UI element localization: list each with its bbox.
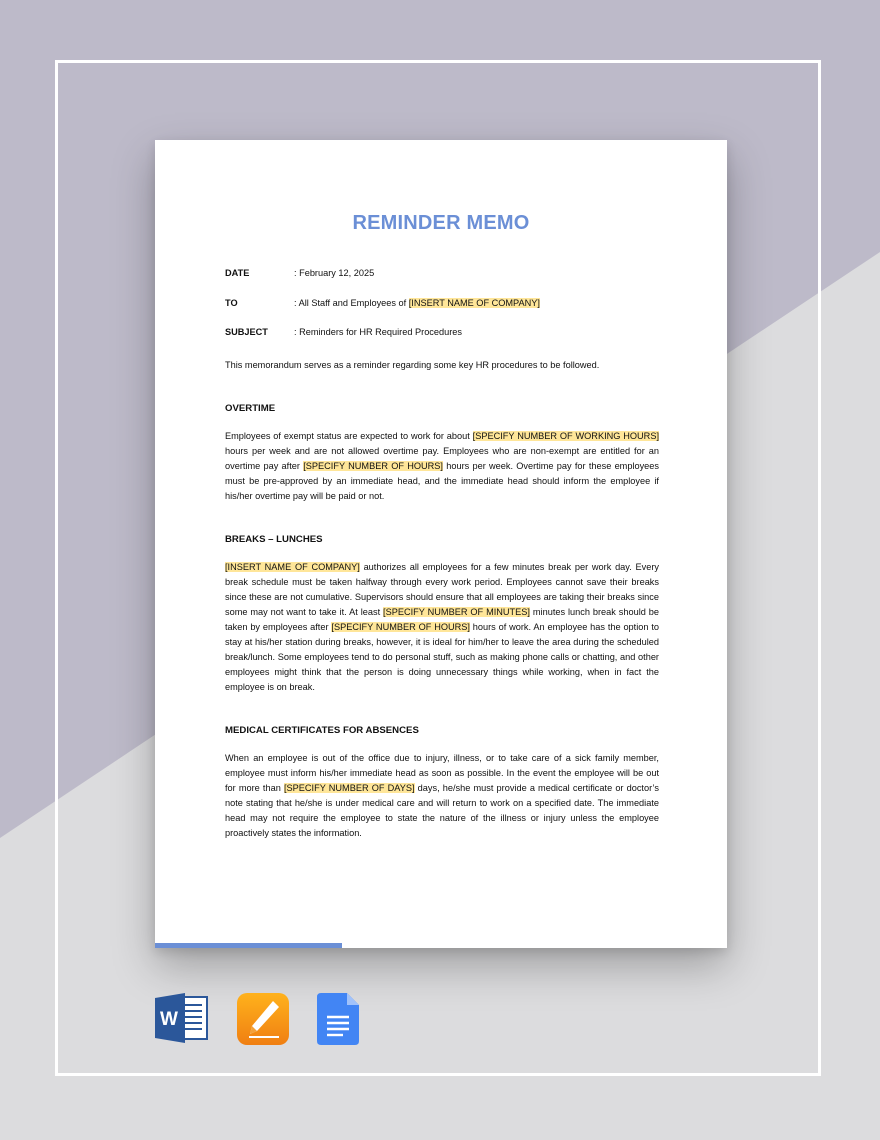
subject-row [225, 327, 659, 357]
memo-title: REMINDER MEMO [352, 212, 530, 234]
subject-label: SUBJECT [225, 327, 268, 337]
working-hours-placeholder: [SPECIFY NUMBER OF WORKING HOURS] [472, 430, 659, 441]
company-placeholder: [INSERT NAME OF COMPANY] [408, 297, 540, 308]
to-row [225, 298, 659, 328]
intro-paragraph: This memorandum serves as a reminder regarding some key HR procedures to be followed. [225, 359, 600, 370]
to-label: TO [225, 297, 238, 308]
overtime-paragraph [225, 429, 659, 504]
medical-text-2: days, he/she must provide a medical certificate or doctor’s note stating that he/she is under medical care and will return to work on a specified date. The immediate head may not require the employee to state the nature of the illness or injury unless the employee proactively states the information. [225, 782, 659, 838]
medical-text-1: When an employee is out of the office due to injury, illness, or to take care of a sick family member, employee must inform his/her immediate head as soon as possible. In the event the employee will be out for more than [225, 752, 659, 793]
microsoft-word-icon[interactable] [155, 993, 209, 1043]
page-accent-bar [155, 943, 342, 948]
company-name-placeholder: [INSERT NAME OF COMPANY] [225, 561, 360, 572]
google-docs-icon[interactable] [317, 993, 359, 1045]
overtime-text-3: hours per week. Overtime pay for these employees must be pre-approved by an immediate head, and the immediate head should inform the employee if his/her overtime pay will be paid or not. [225, 460, 659, 501]
breaks-paragraph [225, 560, 659, 695]
minutes-placeholder: [SPECIFY NUMBER OF MINUTES] [383, 606, 530, 617]
breaks-text-2: minutes lunch break should be taken by employees after [225, 606, 659, 632]
memo-document-page [155, 140, 727, 948]
days-placeholder: [SPECIFY NUMBER OF DAYS] [283, 782, 415, 793]
hours-placeholder: [SPECIFY NUMBER OF HOURS] [303, 460, 443, 471]
breaks-text-1: authorizes all employees for a few minutes break per work day. Every break schedule must be taken halfway through every work period. Employees cannot save their breaks since these are not cumulative. Supervisors should ensure that all employees are taking their breaks since some may not want to take it. At least [225, 561, 659, 617]
apple-pages-icon[interactable] [237, 993, 289, 1045]
date-row [225, 268, 659, 298]
word-letter: W [160, 1009, 178, 1030]
breaks-text-3: hours of work. An employee has the option to stay at his/her station during breaks, however, it is ideal for him/her to leave the area during the scheduled break/lunch. Some employees tend to do personal stuff, such as making phone calls or chatting, and other employees might think that the person is doing unnecessary things while working, when in fact the employee is on break. [225, 621, 659, 692]
medical-paragraph [225, 751, 659, 841]
breaks-heading: BREAKS – LUNCHES [225, 533, 323, 545]
to-value [294, 298, 659, 308]
break-hours-placeholder: [SPECIFY NUMBER OF HOURS] [331, 621, 470, 632]
overtime-text-1: Employees of exempt status are expected to work for about [225, 430, 473, 441]
date-label: DATE [225, 268, 250, 278]
memo-content [225, 268, 659, 841]
overtime-text-2: hours per week and are not allowed overtime pay. Employees who are non-exempt are entitled for an overtime pay after [225, 445, 659, 471]
subject-value: : Reminders for HR Required Procedures [294, 327, 462, 337]
date-value: : February 12, 2025 [294, 268, 375, 278]
medical-heading: MEDICAL CERTIFICATES FOR ABSENCES [225, 724, 419, 736]
to-value-prefix: : All Staff and Employees of [294, 297, 409, 308]
overtime-heading: OVERTIME [225, 402, 276, 414]
